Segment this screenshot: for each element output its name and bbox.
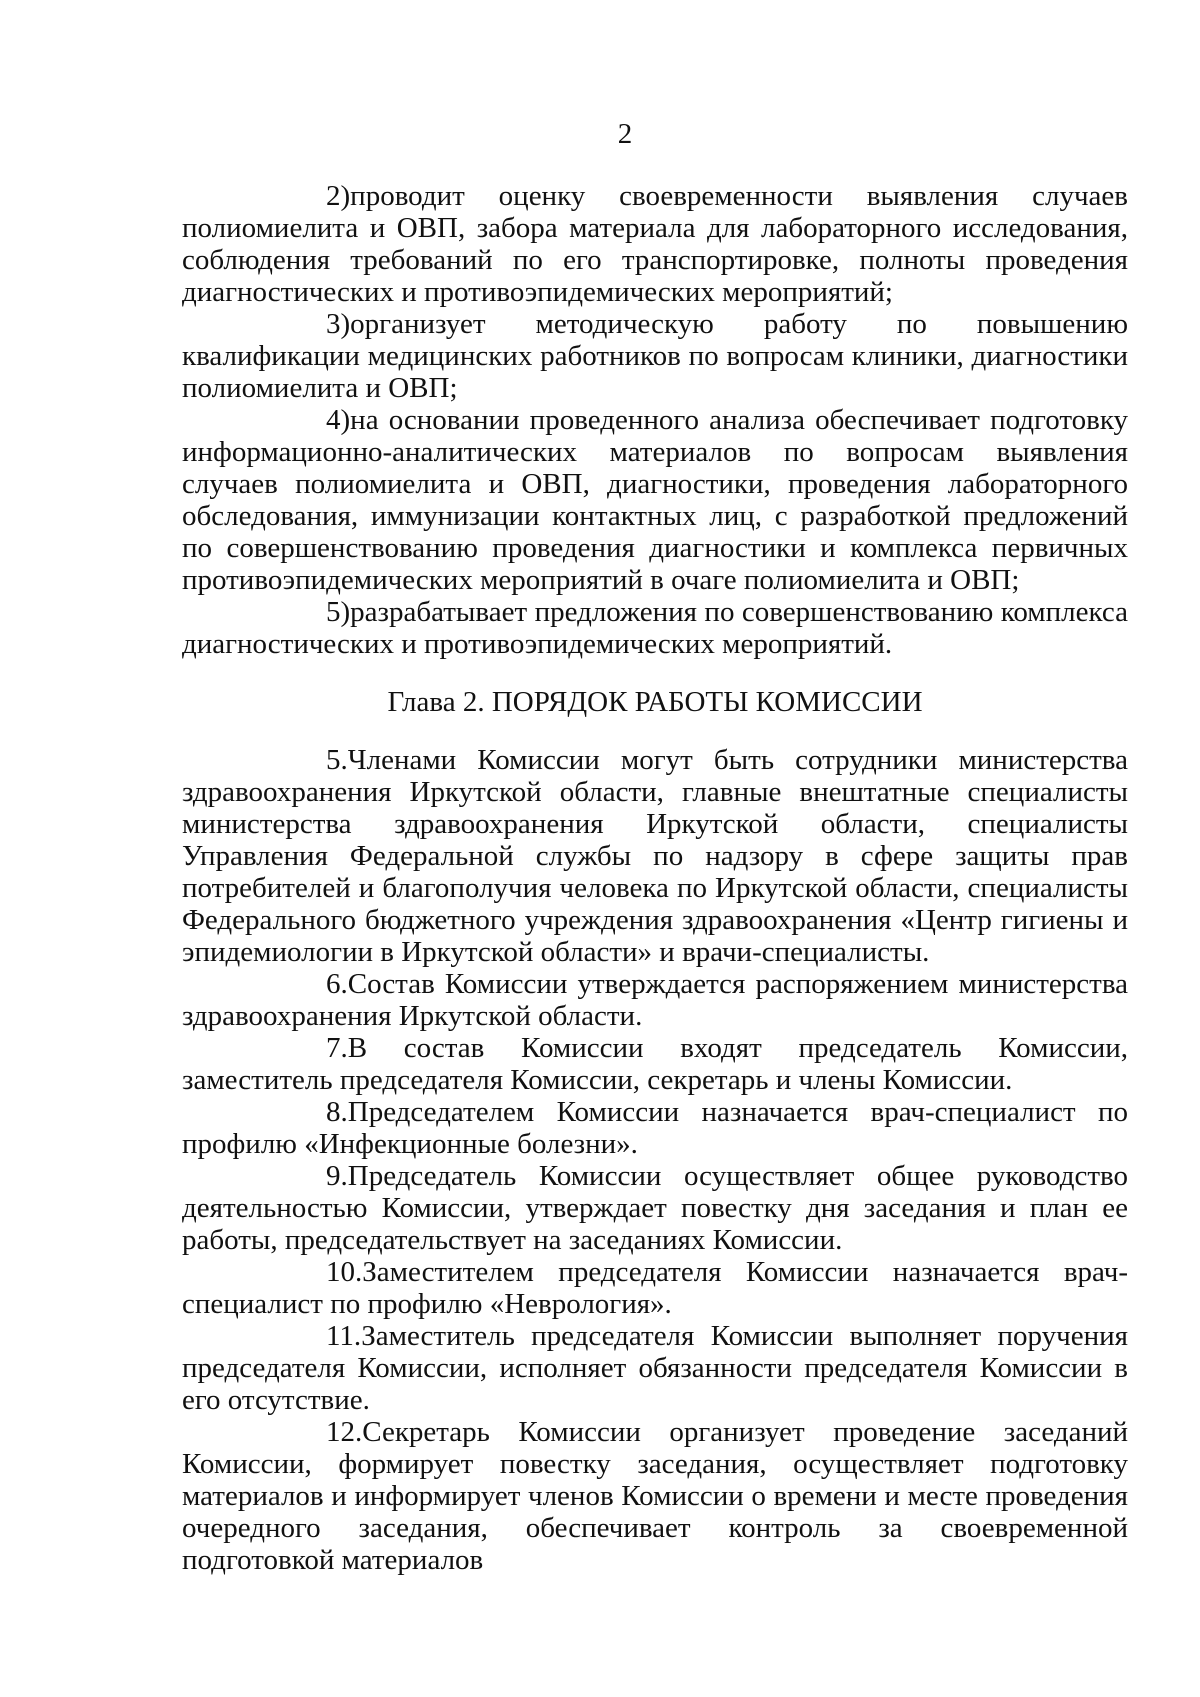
clause-number: 6. bbox=[326, 968, 348, 1000]
document-body bbox=[182, 180, 1128, 1576]
numbered-clause bbox=[182, 1320, 1128, 1416]
clause-number: 8. bbox=[326, 1096, 348, 1128]
list-item bbox=[182, 180, 1128, 308]
item-number: 5) bbox=[326, 596, 351, 628]
clause-text: Секретарь Комиссии организует проведение заседаний Комиссии, формирует повестку заседания, осуществляет подготовку материалов и информирует членов Комиссии о времени и месте проведения очередного заседания, обеспечивает контроль за своевременной подготовкой материалов bbox=[182, 1416, 1128, 1576]
clause-text: В состав Комиссии входят председатель Комиссии, заместитель председателя Комиссии, секретарь и члены Комиссии. bbox=[182, 1032, 1128, 1096]
clause-text: Состав Комиссии утверждается распоряжением министерства здравоохранения Иркутской области. bbox=[182, 968, 1128, 1032]
clause-text: Заместитель председателя Комиссии выполняет поручения председателя Комиссии, исполняет обязанности председателя Комиссии в его отсутствие. bbox=[182, 1320, 1128, 1416]
numbered-clause bbox=[182, 744, 1128, 968]
numbered-clause bbox=[182, 1160, 1128, 1256]
clause-number: 11. bbox=[326, 1320, 362, 1352]
item-text: организует методическую работу по повышению квалификации медицинских работников по вопросам клиники, диагностики полиомиелита и ОВП; bbox=[182, 308, 1128, 404]
chapter-title: Глава 2. ПОРЯДОК РАБОТЫ КОМИССИИ bbox=[387, 686, 923, 718]
numbered-clause bbox=[182, 1032, 1128, 1096]
clause-number: 10. bbox=[326, 1256, 363, 1288]
item-text: проводит оценку своевременности выявления случаев полиомиелита и ОВП, забора материала для лабораторного исследования, соблюдения требований по его транспортировке, полноты проведения диагностических и противоэпидемических мероприятий; bbox=[182, 180, 1128, 308]
clause-text: Членами Комиссии могут быть сотрудники министерства здравоохранения Иркутской области, главные внештатные специалисты министерства здравоохранения Иркутской области, специалисты Управления Федеральной службы по надзору в сфере защиты прав потребителей и благополучия человека по Иркутской области, специалисты Федерального бюджетного учреждения здравоохранения «Центр гигиены и эпидемиологии в Иркутской области» и врачи-специалисты. bbox=[182, 744, 1128, 968]
item-number: 3) bbox=[326, 308, 351, 340]
clause-number: 5. bbox=[326, 744, 348, 776]
item-text: разрабатывает предложения по совершенствованию комплекса диагностических и противоэпидемических мероприятий. bbox=[182, 596, 1128, 660]
item-number: 4) bbox=[326, 404, 351, 436]
list-item bbox=[182, 596, 1128, 660]
item-number: 2) bbox=[326, 180, 351, 212]
clause-text: Заместителем председателя Комиссии назначается врач-специалист по профилю «Неврология». bbox=[182, 1256, 1128, 1320]
numbered-clause bbox=[182, 968, 1128, 1032]
clause-number: 7. bbox=[326, 1032, 348, 1064]
numbered-clause bbox=[182, 1256, 1128, 1320]
numbered-clause bbox=[182, 1096, 1128, 1160]
item-text: на основании проведенного анализа обеспечивает подготовку информационно-аналитических материалов по вопросам выявления случаев полиомиелита и ОВП, диагностики, проведения лабораторного обследования, иммунизации контактных лиц, с разработкой предложений по совершенствованию проведения диагностики и комплекса первичных противоэпидемических мероприятий в очаге полиомиелита и ОВП; bbox=[182, 404, 1128, 596]
clause-text: Председатель Комиссии осуществляет общее руководство деятельностью Комиссии, утверждает повестку дня заседания и план ее работы, председательствует на заседаниях Комиссии. bbox=[182, 1160, 1128, 1256]
clause-text: Председателем Комиссии назначается врач-специалист по профилю «Инфекционные болезни». bbox=[182, 1096, 1128, 1160]
clause-number: 9. bbox=[326, 1160, 348, 1192]
list-item bbox=[182, 308, 1128, 404]
clause-number: 12. bbox=[326, 1416, 363, 1448]
page-number: 2 bbox=[617, 118, 633, 150]
list-item bbox=[182, 404, 1128, 596]
numbered-clause bbox=[182, 1416, 1128, 1576]
